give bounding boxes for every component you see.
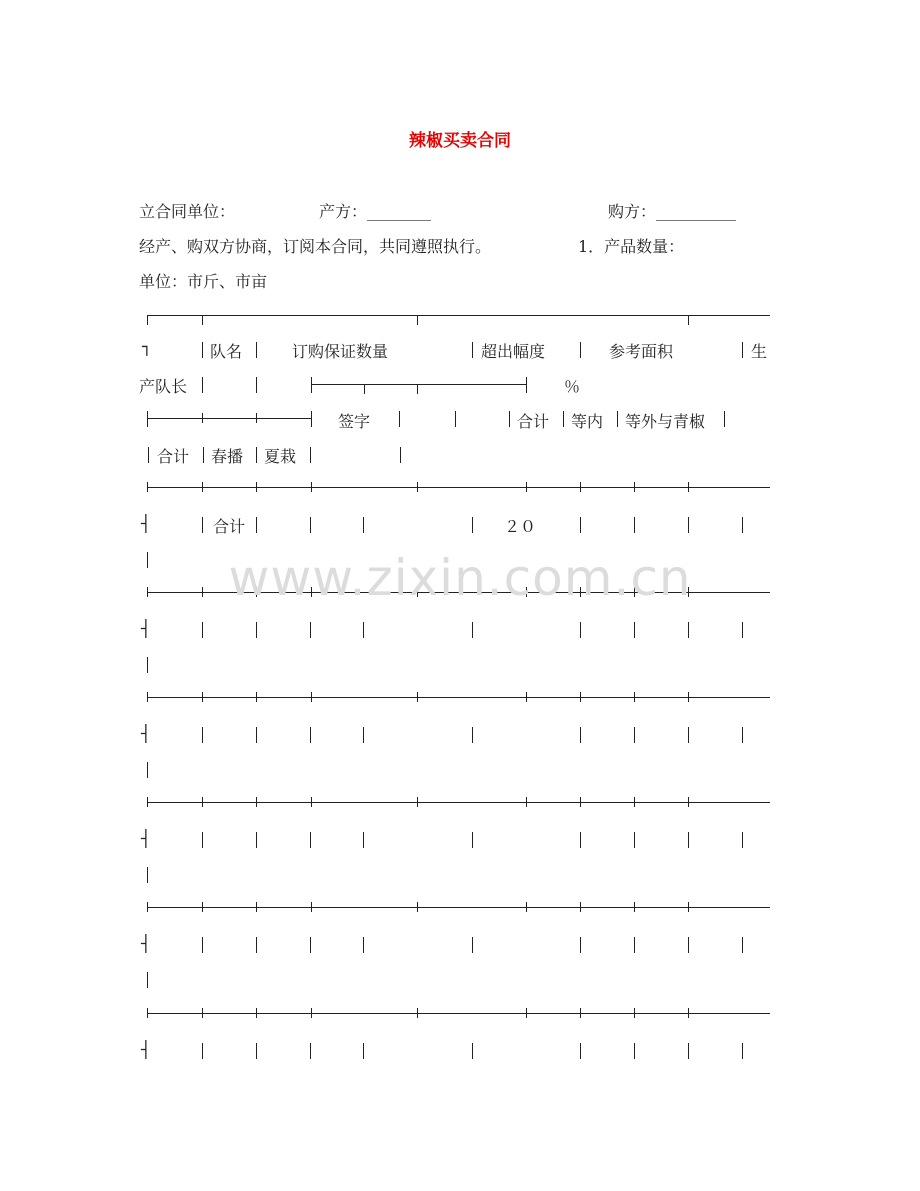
col-separator (617, 411, 618, 427)
row-border-tick (688, 1008, 689, 1018)
col-separator (363, 937, 364, 953)
header-spring: 春播 (211, 447, 244, 466)
row-continuation (147, 657, 148, 673)
col-separator (563, 411, 564, 427)
row-border-tick (311, 692, 312, 702)
row-border-tick (311, 1008, 312, 1018)
row-border-tick (580, 902, 581, 912)
col-separator (311, 411, 312, 427)
col-separator (400, 447, 401, 463)
row-border-tick (688, 902, 689, 912)
table-top-border (147, 315, 770, 316)
row-border-tick (202, 692, 203, 702)
table-corner (147, 315, 148, 325)
col-separator (634, 727, 635, 743)
col-separator (634, 832, 635, 848)
col-separator (472, 342, 473, 358)
table-tick (364, 384, 365, 394)
row-border-tick (202, 902, 203, 912)
col-separator (256, 1043, 257, 1059)
row-exceed-value: ２０ (504, 517, 537, 536)
col-separator (363, 517, 364, 533)
row-border-tick (580, 1008, 581, 1018)
col-separator (472, 832, 473, 848)
header-total: 合计 (517, 412, 550, 431)
col-separator (580, 342, 581, 358)
col-separator (148, 447, 149, 463)
table-tick (417, 315, 418, 325)
col-separator (310, 937, 311, 953)
row-border-tick (202, 797, 203, 807)
col-separator (202, 727, 203, 743)
col-separator (742, 517, 743, 533)
parties-label: 立合同单位： (139, 202, 236, 221)
row-name: 合计 (213, 517, 246, 536)
col-separator (202, 1043, 203, 1059)
row-border-tick (526, 797, 527, 807)
row-border (147, 697, 770, 698)
header-summer: 夏栽 (264, 447, 297, 466)
row-edge-mark: ┤ (141, 829, 151, 848)
col-separator (256, 342, 257, 358)
row-edge-mark: ┤ (141, 1040, 151, 1059)
table-tick (202, 315, 203, 325)
col-separator (580, 622, 581, 638)
row-continuation (147, 972, 148, 988)
row-border-tick (147, 482, 148, 492)
col-separator (580, 832, 581, 848)
document-title: 辣椒买卖合同 (409, 131, 511, 151)
col-separator (742, 832, 743, 848)
seller-field: 产方：________ (319, 202, 432, 221)
col-separator (203, 447, 204, 463)
row-border-tick (417, 797, 418, 807)
col-separator (688, 727, 689, 743)
row-border-tick (526, 482, 527, 492)
col-separator (688, 622, 689, 638)
col-separator (256, 937, 257, 953)
header-leader: 产队长 (139, 377, 188, 396)
col-separator (256, 377, 257, 393)
col-separator (634, 517, 635, 533)
col-separator (634, 1043, 635, 1059)
unit-label: 单位：市斤、市亩 (139, 272, 268, 291)
row-border-tick (202, 1008, 203, 1018)
row-border-tick (634, 1008, 635, 1018)
row-border-tick (688, 482, 689, 492)
row-edge-mark: ┤ (141, 724, 151, 743)
col-separator (310, 727, 311, 743)
header-ref-area: 参考面积 (609, 342, 674, 361)
header-exceed: 超出幅度 (481, 342, 546, 361)
col-separator (363, 832, 364, 848)
col-separator (363, 1043, 364, 1059)
col-separator (310, 447, 311, 463)
row-border-tick (688, 692, 689, 702)
watermark: www.zixin.com.cn (228, 549, 692, 607)
row-border-tick (417, 1008, 418, 1018)
row-border-tick (417, 482, 418, 492)
row-edge-mark: ┤ (141, 619, 151, 638)
row-edge-mark: ┤ (141, 514, 151, 533)
col-separator (363, 727, 364, 743)
col-separator (472, 937, 473, 953)
col-separator (724, 411, 725, 427)
col-separator (202, 622, 203, 638)
col-separator (742, 937, 743, 953)
col-separator (526, 377, 527, 393)
table-tick (256, 413, 257, 423)
col-separator (742, 1043, 743, 1059)
col-separator (256, 727, 257, 743)
col-separator (472, 727, 473, 743)
row-border-tick (634, 902, 635, 912)
col-separator (310, 517, 311, 533)
row-border-tick (688, 797, 689, 807)
col-separator (472, 1043, 473, 1059)
corner-mark: ┐ (142, 337, 152, 356)
row-border-tick (256, 692, 257, 702)
row-border-tick (526, 1008, 527, 1018)
sub-header-line (147, 418, 311, 419)
col-separator (455, 411, 456, 427)
col-separator (256, 447, 257, 463)
row-border-tick (202, 482, 203, 492)
header-grade-in: 等内 (571, 412, 604, 431)
sub-header-line (311, 384, 526, 385)
col-separator (580, 517, 581, 533)
row-border-tick (526, 902, 527, 912)
col-separator (202, 832, 203, 848)
col-separator (634, 937, 635, 953)
row-border-tick (634, 797, 635, 807)
col-separator (634, 622, 635, 638)
buyer-field: 购方：__________ (608, 202, 737, 221)
row-border-tick (147, 797, 148, 807)
row-border-tick (311, 797, 312, 807)
col-separator (509, 411, 510, 427)
row-border-tick (634, 482, 635, 492)
row-edge-mark: ┤ (141, 934, 151, 953)
col-separator (688, 832, 689, 848)
row-border-tick (147, 902, 148, 912)
row-border-tick (417, 902, 418, 912)
intro-text: 经产、购双方协商，订阅本合同，共同遵照执行。 (139, 237, 492, 256)
row-border-tick (147, 692, 148, 702)
col-separator (472, 622, 473, 638)
table-tick (417, 384, 418, 394)
col-separator (688, 1043, 689, 1059)
col-separator (310, 832, 311, 848)
row-border (147, 1013, 770, 1014)
table-tick (688, 315, 689, 325)
col-separator (472, 517, 473, 533)
col-separator (202, 342, 203, 358)
header-sheng: 生 (751, 342, 768, 361)
header-guarantee-qty: 订购保证数量 (292, 342, 389, 361)
col-separator (256, 622, 257, 638)
col-separator (399, 411, 400, 427)
col-separator (688, 937, 689, 953)
row-border-tick (256, 902, 257, 912)
col-separator (310, 622, 311, 638)
header-grade-out: 等外与青椒 (625, 412, 706, 431)
col-separator (202, 517, 203, 533)
row-border-tick (580, 482, 581, 492)
row-border (147, 487, 770, 488)
row-border-tick (311, 482, 312, 492)
col-separator (310, 1043, 311, 1059)
col-separator (742, 727, 743, 743)
col-separator (742, 342, 743, 358)
col-separator (363, 622, 364, 638)
col-separator (147, 411, 148, 427)
row-border (147, 802, 770, 803)
row-border-tick (417, 692, 418, 702)
row-border-tick (311, 902, 312, 912)
row-border-tick (147, 1008, 148, 1018)
row-border-tick (256, 797, 257, 807)
row-border-tick (526, 692, 527, 702)
item1-label: 1．产品数量： (578, 237, 685, 256)
col-separator (256, 832, 257, 848)
row-border-tick (256, 1008, 257, 1018)
col-separator (311, 377, 312, 393)
header-percent: ％ (564, 377, 581, 396)
row-continuation (147, 762, 148, 778)
header-total: 合计 (157, 447, 190, 466)
header-signature: 签字 (338, 412, 371, 431)
table-tick (202, 413, 203, 423)
row-continuation (147, 867, 148, 883)
col-separator (580, 937, 581, 953)
row-border (147, 907, 770, 908)
col-separator (202, 377, 203, 393)
row-border-tick (256, 482, 257, 492)
col-separator (742, 622, 743, 638)
col-separator (256, 517, 257, 533)
col-separator (202, 937, 203, 953)
col-separator (580, 727, 581, 743)
row-border-tick (580, 797, 581, 807)
row-border-tick (580, 692, 581, 702)
col-separator (580, 1043, 581, 1059)
col-separator (688, 517, 689, 533)
row-border-tick (634, 692, 635, 702)
header-team-name: 队名 (210, 342, 243, 361)
